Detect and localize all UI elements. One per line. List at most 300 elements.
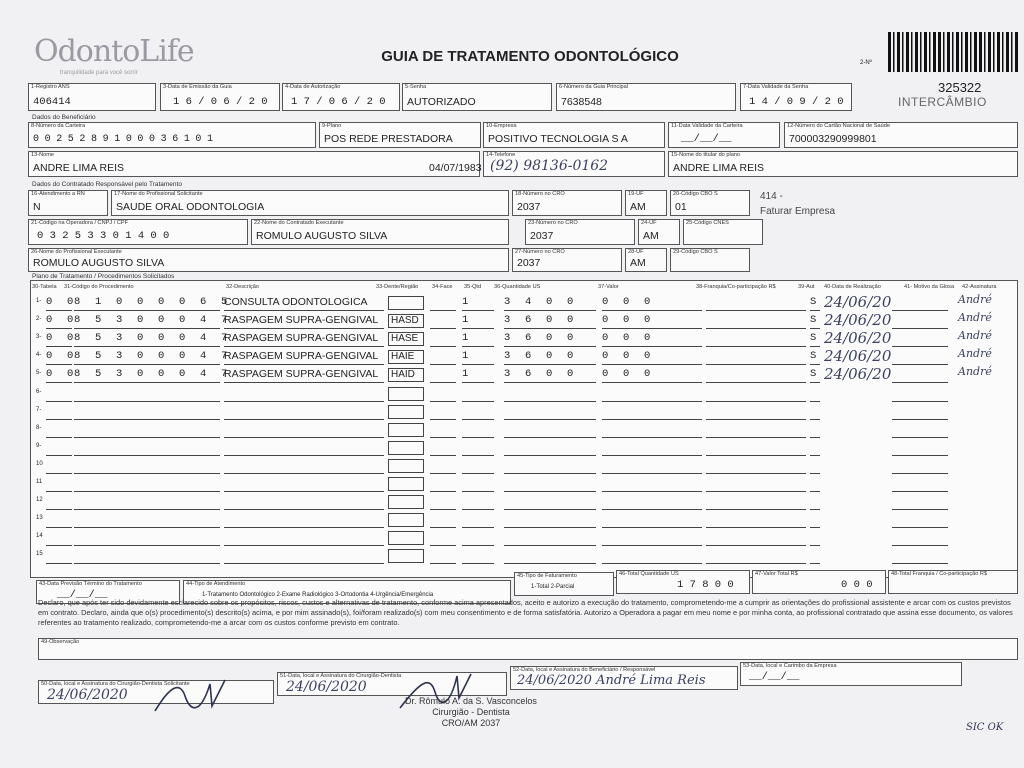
cro-18-value: 2037 [517,201,541,213]
logo-tagline: tranquilidade para você sorrir [60,70,138,76]
table-row[interactable] [34,531,1014,547]
us-value: 3 6 0 0 [504,332,596,347]
dente-value [388,387,424,401]
field-uf-28[interactable]: 28-UF AM [625,248,667,272]
valor-value: 0 0 0 [602,296,702,311]
row-number: 8- [36,424,42,431]
field-data-autorizacao[interactable]: 4-Data de Autorização 1 7 / 0 6 / 2 0 [282,83,400,111]
valor-value [602,387,702,402]
dente-value: HAID [388,368,424,382]
row-number: 9- [36,442,42,449]
glosa-cell [892,531,948,546]
field-nome[interactable]: 13-Nome ANDRE LIMA REIS 04/07/1983 [28,151,480,177]
descricao-value [224,531,384,546]
valor-value [602,459,702,474]
aut-value [810,531,820,546]
descricao-value [224,549,384,564]
codigo-value: 8 5 3 0 0 0 4 7 [74,314,220,329]
descricao-value [224,405,384,420]
assinatura-value: André [958,293,992,306]
franquia-cell [706,531,806,546]
sig-51-date: 24/06/2020 [286,679,367,695]
descricao-value [224,495,384,510]
face-cell [430,332,456,347]
tabela-value [46,423,72,438]
field-sig-50[interactable]: 50-Data, local e Assinatura do Cirurgião-Dentista Solicitante 24/06/2020 [38,680,274,704]
header-data-realizacao: 40-Data de Realização [824,284,881,290]
us-value [504,387,596,402]
aut-value [810,495,820,510]
valor-value [602,423,702,438]
field-total-franquia[interactable]: 48-Total Franquia / Co-participação R$ [888,570,1018,594]
glosa-cell [892,350,948,365]
us-value [504,477,596,492]
glosa-cell [892,459,948,474]
descricao-value: CONSULTA ODONTOLOGICA [224,296,384,311]
dente-value [388,513,424,527]
validade-carteira-value: __/__/__ [681,133,732,145]
dente-value: HASE [388,332,424,346]
valor-value: 0 0 0 [602,368,702,383]
aut-value [810,405,820,420]
descricao-value [224,513,384,528]
glosa-cell [892,441,948,456]
descricao-value: RASPAGEM SUPRA-GENGIVAL [224,314,384,329]
franquia-cell [706,495,806,510]
assinatura-value: André [958,365,992,379]
valor-value: 0 0 0 [602,314,702,329]
barcode [888,32,1018,72]
stamp-cro: CRO/AM 2037 [441,718,501,728]
field-atendimento-rn[interactable]: 16-Atendimento a RN N [28,190,108,216]
codigo-value [74,387,220,402]
validade-senha-value: 1 4 / 0 9 / 2 0 [749,96,844,108]
valor-value [602,495,702,510]
row-number: 13 [36,515,43,522]
us-value [504,513,596,528]
codigo-value [74,459,220,474]
row-number: 7- [36,406,42,413]
qtd-value [462,549,494,564]
codigo-value [74,513,220,528]
franquia-cell [706,423,806,438]
uf-19-value: AM [630,201,646,213]
document-title: GUIA DE TRATAMENTO ODONTOLÓGICO [381,48,679,65]
side-note-1: 414 - [760,191,783,202]
table-row[interactable] [34,293,1014,312]
descricao-value [224,459,384,474]
glosa-cell [892,332,948,347]
field-data-emissao[interactable]: 3-Data de Emissão da Guia 1 6 / 0 6 / 2 0 [160,83,280,111]
field-validade-carteira[interactable]: 11-Data Validade da Carteira __/__/__ [668,122,780,148]
qtd-value: 1 [462,350,494,365]
header-motivo-glosa: 41- Motivo da Glosa [904,284,955,290]
dente-value [388,459,424,473]
table-row[interactable] [34,405,1014,421]
sig-50-date: 24/06/2020 [47,687,128,703]
nome-value: ANDRE LIMA REIS [33,162,125,174]
table-row[interactable] [34,365,1014,384]
valor-value [602,441,702,456]
descricao-value: RASPAGEM SUPRA-GENGIVAL [224,332,384,347]
codigo-value: 8 1 0 0 0 0 6 5 [74,296,220,311]
descricao-value [224,477,384,492]
tabela-value: 0 0 [46,350,72,365]
profissional-executante-value: ROMULO AUGUSTO SILVA [33,257,165,269]
table-row[interactable] [34,477,1014,493]
descricao-value: RASPAGEM SUPRA-GENGIVAL [224,368,384,383]
field-registro-ans[interactable]: 1-Registro ANS 406414 [28,83,156,111]
face-cell [430,350,456,365]
field-cro-23[interactable]: 23-Número no CRO 2037 [525,219,635,245]
franquia-cell [706,549,806,564]
corner-note: SIC OK [966,722,1004,733]
qtd-value [462,423,494,438]
qtd-value [462,441,494,456]
row-number: 5- [36,370,42,377]
us-value [504,405,596,420]
uf-28-value: AM [630,257,646,269]
cbo-20-value: 01 [675,201,687,213]
table-row[interactable] [34,441,1014,457]
tabela-value: 0 0 [46,368,72,383]
tabela-value [46,477,72,492]
table-row[interactable] [34,423,1014,439]
field-plano[interactable]: 9-Plano POS REDE PRESTADORA [319,122,481,148]
sig-53-value: __/__/__ [749,671,800,683]
tabela-value: 0 0 [46,296,72,311]
header-franquia: 38-Franquia/Co-participação R$ [696,284,776,290]
data-realizacao-value: 24/06/20 [824,347,892,366]
table-row[interactable] [34,329,1014,348]
dente-value: HAIE [388,350,424,364]
aut-value [810,513,820,528]
declaration-text: Declaro, que após ter sido devidamente esclarecido sobre os propósitos, riscos, custos e alternativas de tratamento, conforme acima apresentados, aceito e autorizo a execução do tratamento, comprometendo-me a cumprir as orientações do profissional assistente e arcar com os custos previstos em contrato. Declaro, ainda que o(s) procedimento(s) descrito(s) acima, e por mim assinado(s), foi/foram realizado(s) com meu consentimento e de forma satisfatória. Autorizo a Operadora a pagar em meu nome e por minha conta, ao profissional contratado que assina esse documento, os valores referentes ao tratamento realizado, comprometendo-me a arcar com os custos conforme previsto em contrato. [38,598,1013,627]
us-value [504,459,596,474]
dente-value [388,423,424,437]
valor-value [602,405,702,420]
dente-value [388,441,424,455]
tipo-faturamento-options: 1-Total 2-Parcial [531,584,575,590]
registro-ans-value: 406414 [33,96,71,108]
qtd-value [462,531,494,546]
data-realizacao-value: 24/06/20 [824,293,892,311]
face-cell [430,513,456,528]
franquia-cell [706,368,806,383]
assinatura-value: André [958,311,992,325]
tabela-value [46,459,72,474]
guia-number: 325322 [938,80,982,95]
dente-value [388,405,424,419]
us-value: 3 6 0 0 [504,368,596,383]
tabela-value: 0 0 [46,314,72,329]
header-assinatura: 42-Assinatura [962,284,997,290]
field-previsao-termino[interactable]: 43-Data Previsão Término do Tratamento __/__/__ [36,580,180,604]
guia-number-label: 2-Nº [860,60,872,66]
field-total-quantidade[interactable]: 46-Total Quantidade US 1 7 8 0 0 [616,570,750,594]
header-tabela: 30-Tabela [32,284,57,290]
row-number: 1- [36,298,42,304]
cro-23-value: 2037 [530,230,554,242]
face-cell [430,549,456,564]
glosa-cell [892,423,948,438]
header-valor: 37-Valor [598,284,619,290]
intercambio-note: INTERCÂMBIO [898,95,987,109]
face-cell [430,459,456,474]
dente-value [388,495,424,509]
table-row[interactable] [34,459,1014,475]
glosa-cell [892,296,948,311]
aut-value: S [810,350,820,365]
tabela-value: 0 0 [46,332,72,347]
field-sig-52[interactable]: 52-Data, local e Assinatura do Beneficiário / Responsável 24/06/2020 André Lima Reis [510,666,738,690]
qtd-value [462,513,494,528]
header-quantidade-us: 36-Quantidade US [494,284,541,290]
tabela-value [46,549,72,564]
row-number: 11 [36,479,43,485]
codigo-value [74,405,220,420]
dente-value [388,477,424,491]
sig-52-value: 24/06/2020 André Lima Reis [517,673,706,688]
field-empresa[interactable]: 10-Empresa POSITIVO TECNOLOGIA S A [483,122,665,148]
table-row[interactable] [34,495,1014,511]
field-cartao-nacional[interactable]: 12-Número do Cartão Nacional de Saúde 700003290999801 [784,122,1018,148]
franquia-cell [706,314,806,329]
qtd-value [462,459,494,474]
glosa-cell [892,368,948,383]
contratado-executante-value: ROMULO AUGUSTO SILVA [256,230,388,242]
field-uf-19[interactable]: 19-UF AM [625,190,667,216]
descricao-value [224,441,384,456]
row-number: 4- [36,352,42,359]
valor-value [602,549,702,564]
field-telefone[interactable]: 14-Telefone (92) 98136-0162 [483,151,665,177]
codigo-value: 8 5 3 0 0 0 4 7 [74,350,220,365]
franquia-cell [706,459,806,474]
face-cell [430,477,456,492]
codigo-value: 8 5 3 0 0 0 4 7 [74,368,220,383]
side-note-2: Faturar Empresa [760,206,836,217]
qtd-value: 1 [462,368,494,383]
uf-24-value: AM [643,230,659,242]
glosa-cell [892,387,948,402]
field-profissional-solicitante[interactable]: 17-Nome do Profissional Solicitante SAUDE ORAL ODONTOLOGIA [111,190,509,216]
field-observacao[interactable]: 49-Observação [38,638,1018,660]
qtd-value [462,477,494,492]
dentist-signature-1 [150,676,230,718]
tipo-atendimento-options: 1-Tratamento Odontológico 2-Exame Radiológico 3-Ortodontia 4-Urgência/Emergência [202,592,434,598]
face-cell [430,405,456,420]
beneficiario-section: Dados do Beneficiário [32,114,96,121]
us-value [504,423,596,438]
us-value: 3 6 0 0 [504,350,596,365]
glosa-cell [892,314,948,329]
face-cell [430,368,456,383]
codigo-value [74,549,220,564]
franquia-cell [706,513,806,528]
us-value [504,441,596,456]
assinatura-value: André [958,347,992,361]
descricao-value [224,423,384,438]
row-number: 10 [36,460,43,467]
field-guia-principal[interactable]: 6-Número da Guia Principal 7638548 [556,83,736,111]
cro-27-value: 2037 [517,257,541,269]
aut-value: S [810,332,820,347]
franquia-cell [706,296,806,311]
table-row[interactable] [34,311,1014,330]
field-validade-senha[interactable]: 7-Data Validade da Senha 1 4 / 0 9 / 2 0 [740,83,852,111]
field-cnes[interactable]: 25-Código CNES [683,219,763,245]
glosa-cell [892,495,948,510]
plano-value: POS REDE PRESTADORA [324,133,453,145]
empresa-value: POSITIVO TECNOLOGIA S A [488,133,628,145]
valor-value: 0 0 0 [602,350,702,365]
dente-value: HASD [388,314,424,328]
field-valor-total[interactable]: 47-Valor Total R$ 0 0 0 [752,570,886,594]
us-value: 3 6 0 0 [504,314,596,329]
aut-value [810,441,820,456]
atendimento-rn-value: N [33,201,41,213]
face-cell [430,495,456,510]
header-descricao: 32-Descrição [226,284,259,290]
aut-value [810,423,820,438]
data-autorizacao-value: 1 7 / 0 6 / 2 0 [291,96,386,108]
senha-value: AUTORIZADO [407,96,476,108]
face-cell [430,296,456,311]
odontolife-logo: OdontoLife [34,34,194,69]
row-number: 6- [36,388,42,395]
valor-value [602,477,702,492]
codigo-value [74,531,220,546]
header-qtd: 35-Qtd [464,284,482,290]
face-cell [430,423,456,438]
dente-value [388,549,424,563]
descricao-value [224,387,384,402]
field-senha[interactable]: 5-Senha AUTORIZADO [402,83,552,111]
tabela-value [46,531,72,546]
glosa-cell [892,549,948,564]
telefone-value: (92) 98136-0162 [490,158,609,174]
field-profissional-executante[interactable]: 26-Nome do Profissional Executante ROMULO AUGUSTO SILVA [28,248,509,272]
us-value [504,531,596,546]
franquia-cell [706,441,806,456]
tabela-value [46,405,72,420]
qtd-value: 1 [462,314,494,329]
row-number: 15 [36,551,43,558]
titular-value: ANDRE LIMA REIS [673,162,765,174]
codigo-value [74,423,220,438]
field-numero-carteira[interactable]: 8-Número da Carteira 0 0 2 5 2 8 9 1 0 0 0 3 6 1 0 1 [28,122,316,148]
numero-carteira-value: 0 0 2 5 2 8 9 1 0 0 0 3 6 1 0 1 [33,134,213,145]
qtd-value [462,405,494,420]
us-value: 3 4 0 0 [504,296,596,311]
codigo-value [74,495,220,510]
table-row[interactable] [34,347,1014,366]
qtd-value: 1 [462,332,494,347]
field-titular[interactable]: 15-Nome do titular do plano ANDRE LIMA REIS [668,151,1018,177]
header-aut: 39-Aut [798,284,815,290]
dentist-stamp [405,696,537,729]
field-cbo-29[interactable]: 29-Código CBO S [670,248,750,272]
glosa-cell [892,405,948,420]
field-contratado-executante[interactable]: 22-Nome do Contratado Executante ROMULO AUGUSTO SILVA [251,219,509,245]
field-codigo-operadora[interactable]: 21-Código na Operadora / CNPJ / CPF 0 3 2 5 3 3 0 1 4 0 0 [28,219,248,245]
tabela-value [46,513,72,528]
table-row[interactable] [34,549,1014,565]
valor-value: 0 0 0 [602,332,702,347]
codigo-operadora-value: 0 3 2 5 3 3 0 1 4 0 0 [37,230,170,242]
dente-value [388,296,424,310]
valor-value [602,513,702,528]
aut-value [810,459,820,474]
tabela-value [46,495,72,510]
data-realizacao-value: 24/06/20 [824,311,892,330]
stamp-title: Cirurgião - Dentista [432,707,510,717]
cartao-nacional-value: 700003290999801 [789,133,877,145]
row-number: 14 [36,533,43,540]
header-face: 34-Face [432,284,453,290]
codigo-value [74,441,220,456]
row-number: 2- [36,316,42,323]
aut-value: S [810,296,820,311]
row-number: 12 [36,497,43,504]
field-tipo-faturamento[interactable]: 45-Tipo de Faturamento 1-Total 2-Parcial [514,572,614,596]
field-sig-51[interactable]: 51-Data, local e Assinatura do Cirurgião-Dentista 24/06/2020 [277,672,507,696]
table-row[interactable] [34,387,1014,403]
header-codigo: 31-Código do Procedimento [64,284,134,290]
row-number: 3- [36,334,42,341]
franquia-cell [706,387,806,402]
tabela-value [46,441,72,456]
aut-value: S [810,314,820,329]
codigo-value [74,477,220,492]
guia-principal-value: 7638548 [561,96,602,108]
face-cell [430,531,456,546]
data-realizacao-value: 24/06/20 [824,329,892,348]
us-value [504,549,596,564]
valor-value [602,531,702,546]
field-cro-18[interactable]: 18-Número no CRO 2037 [512,190,622,216]
data-realizacao-value: 24/06/20 [824,365,892,384]
field-tipo-atendimento[interactable]: 44-Tipo de Atendimento 1-Tratamento Odontológico 2-Exame Radiológico 3-Ortodontia 4-Urgência/Emergência [183,580,511,604]
nascimento-value: 04/07/1983 [429,162,482,174]
glosa-cell [892,513,948,528]
previsao-value: __/__/__ [57,589,108,601]
franquia-cell [706,332,806,347]
field-cro-27[interactable]: 27-Número no CRO 2037 [512,248,622,272]
aut-value: S [810,368,820,383]
descricao-value: RASPAGEM SUPRA-GENGIVAL [224,350,384,365]
dente-value [388,531,424,545]
field-sig-53[interactable]: 53-Data, local e Carimbo da Empresa __/__/__ [740,662,962,686]
contratado-section: Dados do Contratado Responsável pelo Tratamento [32,181,182,188]
aut-value [810,387,820,402]
table-row[interactable] [34,513,1014,529]
franquia-cell [706,350,806,365]
qtd-value [462,387,494,402]
face-cell [430,441,456,456]
field-uf-24[interactable]: 24-UF AM [638,219,680,245]
profissional-solicitante-value: SAUDE ORAL ODONTOLOGIA [116,201,265,213]
assinatura-value: André [958,329,992,343]
valor-total-value: 0 0 0 [841,579,873,591]
us-value [504,495,596,510]
field-cbo-20[interactable]: 20-Código CBO S 01 [670,190,750,216]
tabela-value [46,387,72,402]
aut-value [810,477,820,492]
glosa-cell [892,477,948,492]
qtd-value [462,495,494,510]
